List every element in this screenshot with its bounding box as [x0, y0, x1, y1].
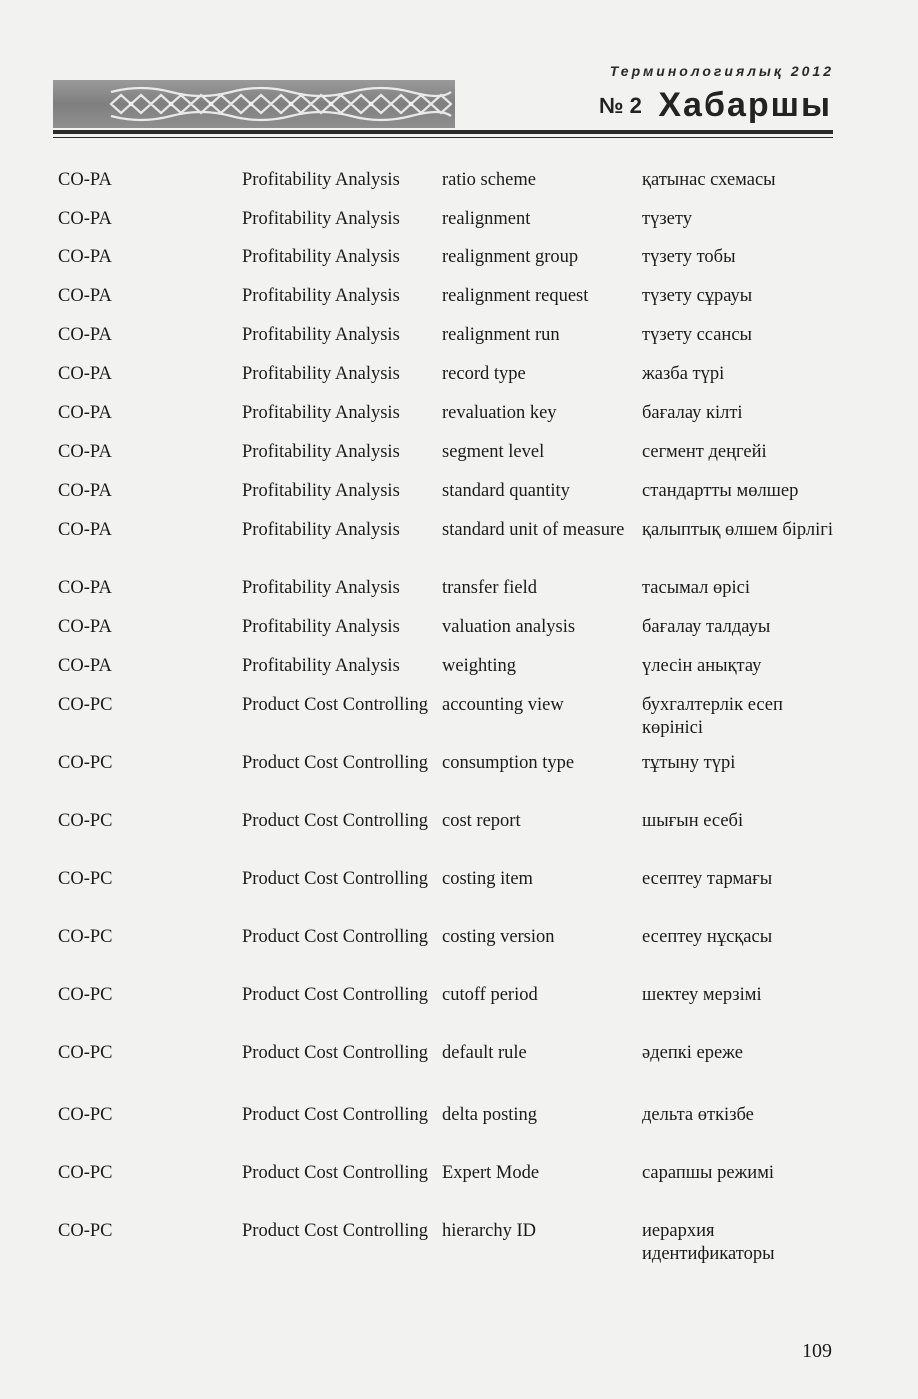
module-area: Product Cost Controlling — [242, 811, 429, 831]
kazakh-translation: қатынас схемасы — [642, 170, 776, 190]
english-term: record type — [442, 364, 526, 384]
english-term: segment level — [442, 442, 545, 462]
kazakh-translation: бағалау талдауы — [642, 617, 771, 637]
english-term: weighting — [442, 656, 516, 676]
header-rule-thick — [53, 130, 833, 134]
table-row — [58, 246, 838, 285]
module-code: CO-PA — [58, 325, 112, 345]
module-area: Profitability Analysis — [242, 170, 400, 190]
english-term: cost report — [442, 811, 521, 831]
journal-title: Хабаршы — [658, 86, 832, 124]
kazakh-translation: түзету — [642, 209, 692, 229]
table-row — [58, 694, 838, 752]
english-term: realignment — [442, 209, 531, 229]
module-area: Product Cost Controlling — [242, 753, 429, 773]
english-term: cutoff period — [442, 985, 538, 1005]
kazakh-translation: шектеу мерзімі — [642, 985, 762, 1005]
module-area: Profitability Analysis — [242, 247, 400, 267]
table-row — [58, 1104, 838, 1162]
module-code: CO-PC — [58, 753, 113, 773]
module-code: CO-PC — [58, 811, 113, 831]
table-row — [58, 868, 838, 926]
module-area: Product Cost Controlling — [242, 985, 429, 1005]
kazakh-translation: қалыптық өлшем бірлігі — [642, 520, 833, 540]
kazakh-translation: иерархия идентификаторы — [642, 1221, 775, 1264]
kazakh-translation: тұтыну түрі — [642, 753, 736, 773]
module-code: CO-PA — [58, 170, 112, 190]
header-rule-thin — [53, 137, 833, 138]
english-term: ratio scheme — [442, 170, 536, 190]
table-row — [58, 577, 838, 616]
module-code: CO-PC — [58, 985, 113, 1005]
module-area: Product Cost Controlling — [242, 869, 429, 889]
module-area: Profitability Analysis — [242, 656, 400, 676]
kazakh-translation: әдепкі ереже — [642, 1043, 743, 1063]
english-term: realignment run — [442, 325, 560, 345]
english-term: accounting view — [442, 695, 564, 715]
module-area: Product Cost Controlling — [242, 1105, 429, 1125]
table-row — [58, 926, 838, 984]
module-code: CO-PC — [58, 695, 113, 715]
kazakh-translation: түзету тобы — [642, 247, 736, 267]
english-term: realignment request — [442, 286, 589, 306]
table-row — [58, 984, 838, 1042]
english-term: standard quantity — [442, 481, 570, 501]
english-term: default rule — [442, 1043, 527, 1063]
module-code: CO-PA — [58, 520, 112, 540]
module-code: CO-PC — [58, 1105, 113, 1125]
module-code: CO-PA — [58, 617, 112, 637]
module-area: Product Cost Controlling — [242, 1043, 429, 1063]
module-area: Profitability Analysis — [242, 578, 400, 598]
english-term: valuation analysis — [442, 617, 576, 637]
table-row — [58, 285, 838, 324]
module-code: CO-PC — [58, 1221, 113, 1241]
table-row — [58, 169, 838, 208]
english-term: realignment group — [442, 247, 579, 267]
module-code: CO-PC — [58, 869, 113, 889]
module-code: CO-PA — [58, 442, 112, 462]
english-term: delta posting — [442, 1105, 538, 1125]
module-area: Profitability Analysis — [242, 442, 400, 462]
issue-heading — [599, 86, 832, 125]
ornament-banner — [53, 80, 455, 128]
kazakh-translation: сегмент деңгейі — [642, 442, 767, 462]
english-term: transfer field — [442, 578, 538, 598]
english-term: revaluation key — [442, 403, 557, 423]
module-area: Product Cost Controlling — [242, 695, 429, 715]
english-term: consumption type — [442, 753, 575, 773]
table-row — [58, 1042, 838, 1104]
table-row — [58, 1162, 838, 1220]
kazakh-translation: сарапшы режимі — [642, 1163, 775, 1183]
kazakh-translation: бағалау кілті — [642, 403, 743, 423]
kazakh-translation: стандартты мөлшер — [642, 481, 799, 501]
journal-name: Терминологиялық 2012 — [609, 63, 834, 79]
module-area: Profitability Analysis — [242, 364, 400, 384]
table-row — [58, 810, 838, 868]
english-term: standard unit of measure — [442, 520, 625, 540]
module-area: Profitability Analysis — [242, 286, 400, 306]
kazakh-translation: жазба түрі — [642, 364, 725, 384]
module-code: CO-PA — [58, 481, 112, 501]
english-term: hierarchy ID — [442, 1221, 536, 1241]
english-term: costing item — [442, 869, 533, 889]
issue-number: № 2 — [599, 92, 642, 118]
english-term: Expert Mode — [442, 1163, 540, 1183]
module-area: Profitability Analysis — [242, 403, 400, 423]
module-area: Profitability Analysis — [242, 520, 400, 540]
table-row — [58, 363, 838, 402]
kazakh-translation: бухгалтерлік есеп көрінісі — [642, 695, 783, 738]
module-area: Product Cost Controlling — [242, 927, 429, 947]
table-row — [58, 519, 838, 577]
terminology-table — [58, 169, 838, 1278]
table-row — [58, 441, 838, 480]
module-area: Profitability Analysis — [242, 617, 400, 637]
module-code: CO-PA — [58, 364, 112, 384]
kazakh-translation: есептеу нұсқасы — [642, 927, 773, 947]
module-code: CO-PC — [58, 1043, 113, 1063]
table-row — [58, 616, 838, 655]
module-code: CO-PA — [58, 403, 112, 423]
module-code: CO-PA — [58, 656, 112, 676]
module-code: CO-PA — [58, 578, 112, 598]
table-row — [58, 480, 838, 519]
kazakh-translation: түзету ссансы — [642, 325, 752, 345]
table-row — [58, 324, 838, 363]
table-row — [58, 752, 838, 810]
kazakh-translation: есептеу тармағы — [642, 869, 773, 889]
page-number: 109 — [802, 1340, 832, 1362]
english-term: costing version — [442, 927, 555, 947]
kazakh-translation: тасымал өрісі — [642, 578, 750, 598]
module-code: CO-PA — [58, 209, 112, 229]
kazakh-translation: дельта өткізбе — [642, 1105, 754, 1125]
module-code: CO-PC — [58, 1163, 113, 1183]
module-code: CO-PA — [58, 286, 112, 306]
kazakh-translation: үлесін анықтау — [642, 656, 762, 676]
table-row — [58, 655, 838, 694]
module-code: CO-PC — [58, 927, 113, 947]
ornament-pattern-icon — [53, 80, 455, 128]
module-code: CO-PA — [58, 247, 112, 267]
module-area: Profitability Analysis — [242, 209, 400, 229]
module-area: Product Cost Controlling — [242, 1163, 429, 1183]
table-row — [58, 402, 838, 441]
kazakh-translation: шығын есебі — [642, 811, 744, 831]
module-area: Profitability Analysis — [242, 325, 400, 345]
module-area: Product Cost Controlling — [242, 1221, 429, 1241]
table-row — [58, 1220, 838, 1278]
module-area: Profitability Analysis — [242, 481, 400, 501]
table-row — [58, 208, 838, 246]
kazakh-translation: түзету сұрауы — [642, 286, 753, 306]
